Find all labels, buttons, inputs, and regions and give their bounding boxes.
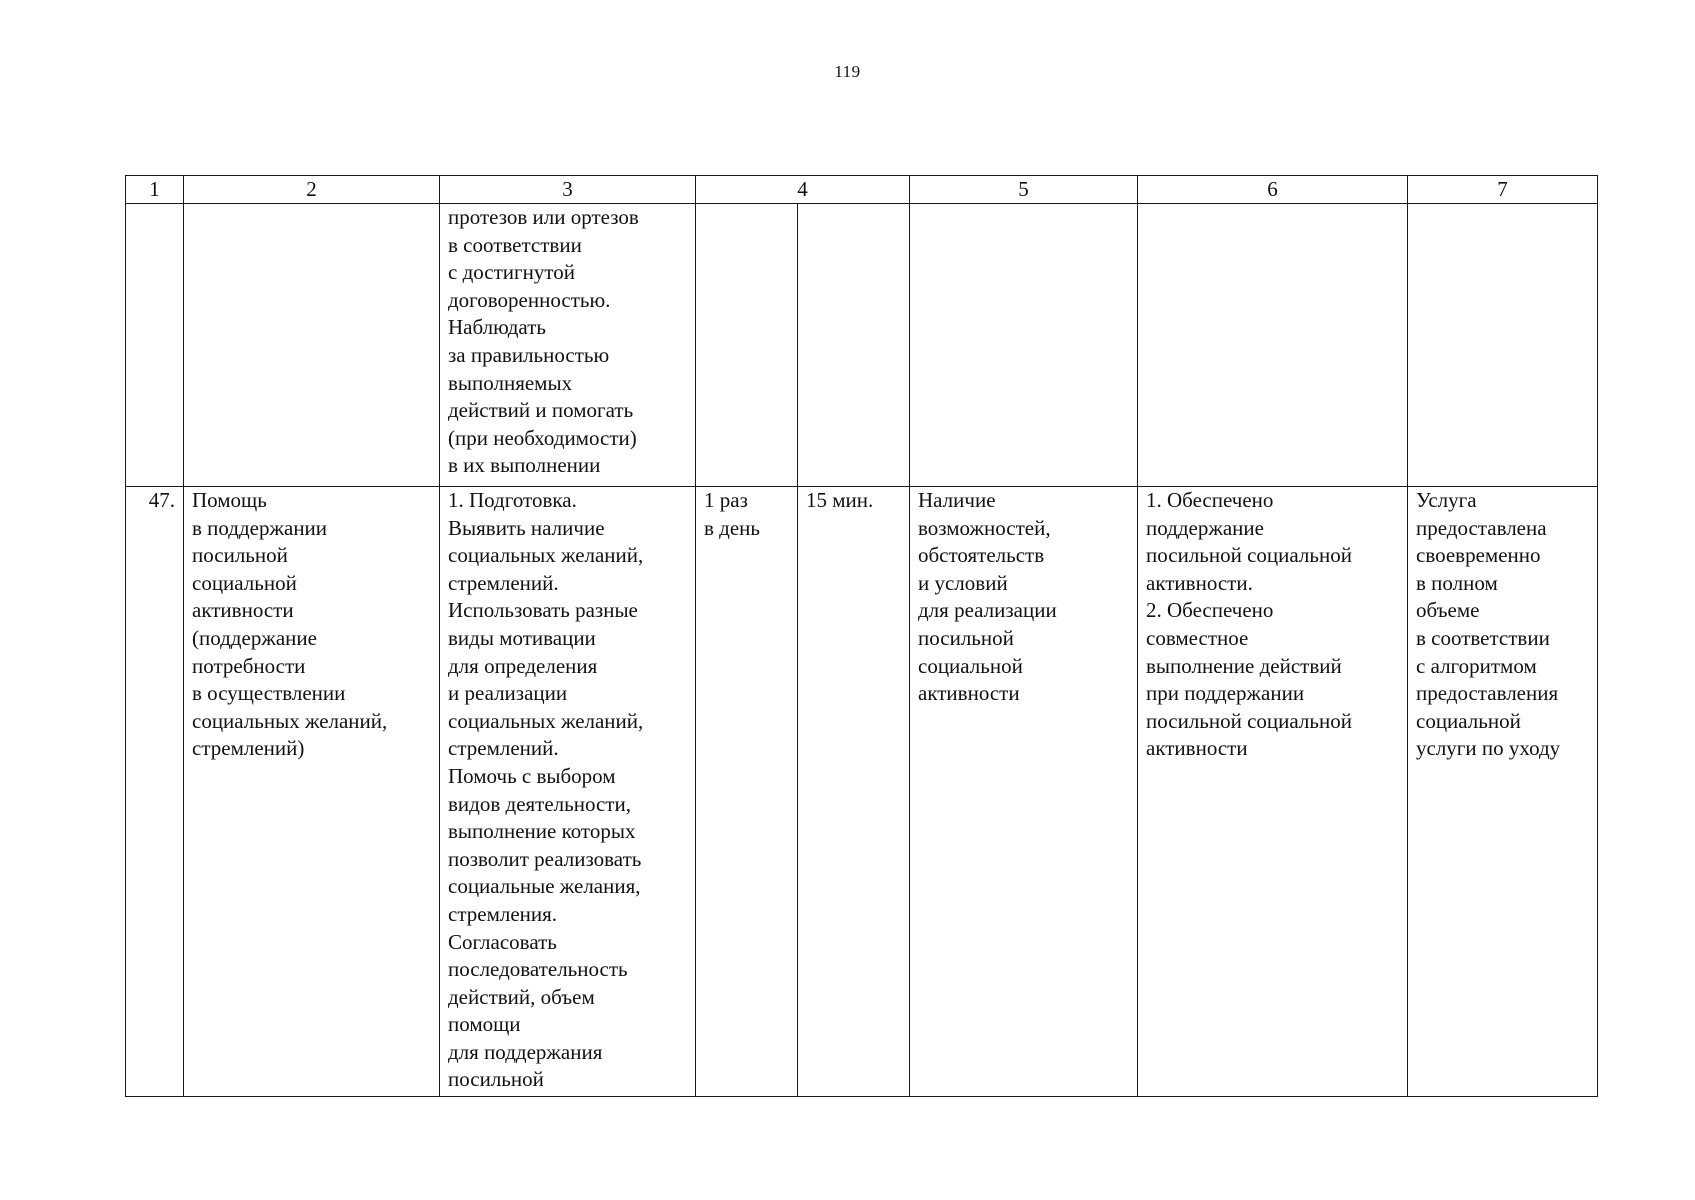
header-cell-6: 6 [1138, 176, 1408, 204]
cell-empty [1138, 204, 1408, 487]
text-line: Наблюдать [448, 315, 546, 340]
text-line: при поддержании [1146, 681, 1305, 706]
text-line: активности [1146, 736, 1248, 761]
text-line: объеме [1416, 598, 1480, 623]
text-line: предоставлена [1416, 515, 1547, 540]
text-line: посильной социальной [1146, 543, 1352, 568]
text-line: выполнение действий [1146, 653, 1342, 678]
services-table [125, 175, 1598, 1097]
text-line: протезов или ортезов [448, 205, 639, 229]
text-line: стремлений. [448, 570, 559, 595]
text-line: с достигнутой [448, 260, 576, 285]
cell-procedure [440, 487, 696, 1097]
text-line: совместное [1146, 625, 1249, 650]
header-cell-2: 2 [184, 176, 440, 204]
text-line: в соответствии [1416, 625, 1550, 650]
header-cell-1: 1 [126, 176, 184, 204]
cell-empty [910, 204, 1138, 487]
text-line: договоренностью. [448, 287, 611, 312]
text-line: в их выполнении [448, 453, 601, 478]
text-line: последовательность [448, 957, 628, 982]
text-line: потребности [192, 653, 306, 678]
text-line: действий, объем [448, 984, 595, 1009]
text-line: для поддержания [448, 1039, 603, 1064]
text-line: (при необходимости) [448, 425, 637, 450]
text-line: посильной социальной [1146, 708, 1352, 733]
cell-empty [696, 204, 798, 487]
text-line: в соответствии [448, 232, 582, 257]
text-line: стремлений) [192, 736, 305, 761]
text-line: социальных желаний, [192, 708, 388, 733]
text-line: Использовать разные [448, 598, 638, 623]
text-line: стремления. [448, 901, 558, 926]
table-row-continued [126, 204, 1598, 487]
text-line: в полном [1416, 570, 1498, 595]
text-line: предоставления [1416, 681, 1559, 706]
text-line: виды мотивации [448, 625, 596, 650]
table-header-row [126, 176, 1598, 204]
text-line: (поддержание [192, 625, 317, 650]
text-line: 1. Подготовка. [448, 488, 577, 512]
cell-frequency [696, 487, 798, 1097]
text-line: стремлений. [448, 736, 559, 761]
text-line: 15 мин. [806, 488, 874, 512]
text-line: позволит реализовать [448, 846, 642, 871]
page-number: 119 [834, 62, 861, 81]
text-line: социальных желаний, [448, 708, 644, 733]
text-line: поддержание [1146, 515, 1264, 540]
text-line: посильной [918, 625, 1014, 650]
text-line: социальной [192, 570, 297, 595]
text-line: и условий [918, 570, 1008, 595]
text-line: Наличие [918, 488, 996, 512]
cell-procedure-continued [440, 204, 696, 487]
text-line: Услуга [1416, 488, 1477, 512]
cell-row-number: 47. [126, 487, 184, 1097]
header-cell-5: 5 [910, 176, 1138, 204]
cell-empty [798, 204, 910, 487]
cell-results [1138, 487, 1408, 1097]
text-line: своевременно [1416, 543, 1541, 568]
text-line: 1 раз [704, 488, 748, 512]
text-line: с алгоритмом [1416, 653, 1537, 678]
text-line: Выявить наличие [448, 515, 605, 540]
text-line: социальные желания, [448, 874, 641, 899]
text-line: действий и помогать [448, 398, 634, 423]
header-cell-4: 4 [696, 176, 910, 204]
text-line: 2. Обеспечено [1146, 598, 1274, 623]
text-line: для реализации [918, 598, 1057, 623]
cell-conditions [910, 487, 1138, 1097]
text-line: 1. Обеспечено [1146, 488, 1274, 512]
header-cell-7: 7 [1408, 176, 1598, 204]
cell-empty [1408, 204, 1598, 487]
text-line: видов деятельности, [448, 791, 631, 816]
text-line: в поддержании [192, 515, 328, 540]
text-line: посильной [448, 1067, 544, 1092]
cell-empty [126, 204, 184, 487]
text-line: Помощь [192, 488, 267, 512]
text-line: помощи [448, 1012, 521, 1037]
header-cell-3: 3 [440, 176, 696, 204]
text-line: социальной [918, 653, 1023, 678]
text-line: в день [704, 515, 760, 540]
text-line: Помочь с выбором [448, 763, 616, 788]
text-line: активности. [1146, 570, 1253, 595]
text-line: активности [918, 681, 1020, 706]
table-row-47 [126, 487, 1598, 1097]
text-line: выполнение которых [448, 819, 636, 844]
text-line: услуги по уходу [1416, 736, 1561, 761]
text-line: за правильностью [448, 342, 610, 367]
text-line: в осуществлении [192, 681, 346, 706]
cell-duration [798, 487, 910, 1097]
text-line: социальных желаний, [448, 543, 644, 568]
cell-service-name [184, 487, 440, 1097]
text-line: и реализации [448, 681, 568, 706]
text-line: выполняемых [448, 370, 573, 395]
text-line: социальной [1416, 708, 1521, 733]
text-line: посильной [192, 543, 288, 568]
text-line: обстоятельств [918, 543, 1045, 568]
cell-evaluation [1408, 487, 1598, 1097]
text-line: Согласовать [448, 929, 557, 954]
cell-empty [184, 204, 440, 487]
text-line: для определения [448, 653, 598, 678]
text-line: активности [192, 598, 294, 623]
text-line: возможностей, [918, 515, 1051, 540]
